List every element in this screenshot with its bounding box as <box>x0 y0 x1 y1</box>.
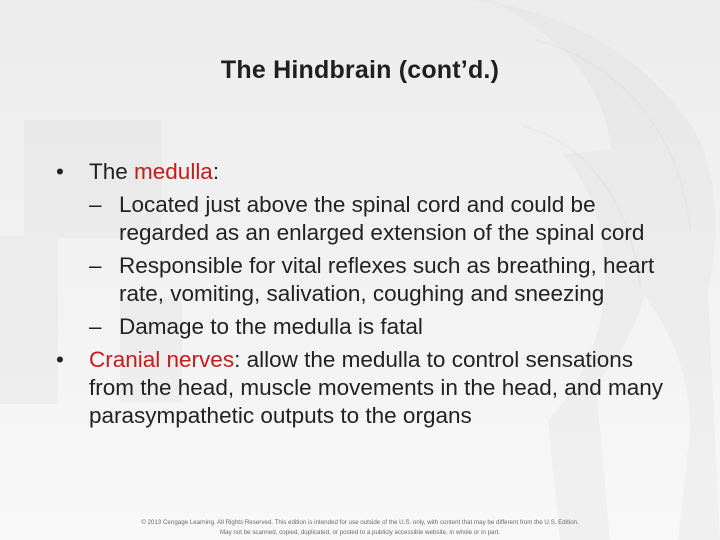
bullet-description: : allow the medulla to control sensations from the head, muscle movements in the head, and many parasympathetic outputs to the organs <box>89 347 664 428</box>
copyright-line-2: May not be scanned, copied, duplicated, or posted to a publicly accessible website, in whole or in part. <box>220 529 500 536</box>
subitem-location <box>89 191 676 247</box>
bullet-prefix: The <box>89 159 135 184</box>
subitem-marker: – <box>89 253 102 278</box>
subitem-reflexes <box>89 252 676 308</box>
subitem-text: Located just above the spinal cord and could be regarded as an enlarged extension of the spinal cord <box>119 192 645 245</box>
slide-title: The Hindbrain (cont’d.) <box>220 56 500 84</box>
medulla-subitems <box>89 191 676 341</box>
bullet-marker: • <box>56 347 64 372</box>
medulla-term: medulla <box>134 159 213 184</box>
subitem-text: Responsible for vital reflexes such as breathing, heart rate, vomiting, salivation, coughing and sneezing <box>119 253 655 306</box>
bullet-medulla <box>56 158 676 341</box>
subitem-marker: – <box>89 192 102 217</box>
subitem-marker: – <box>89 314 102 339</box>
subitem-text: Damage to the medulla is fatal <box>119 314 423 339</box>
copyright-line-1: © 2013 Cengage Learning. All Rights Reserved. This edition is intended for use outside of the U.S. only, with content that may be different from the U.S. Edition. <box>141 519 579 526</box>
bullet-cranial-nerves <box>56 346 676 430</box>
bullet-marker: • <box>56 159 64 184</box>
cranial-nerves-term: Cranial nerves <box>89 347 235 372</box>
bullet-suffix: : <box>212 159 220 184</box>
subitem-damage <box>89 313 676 341</box>
slide-content <box>56 158 676 430</box>
copyright-footer <box>0 518 720 538</box>
